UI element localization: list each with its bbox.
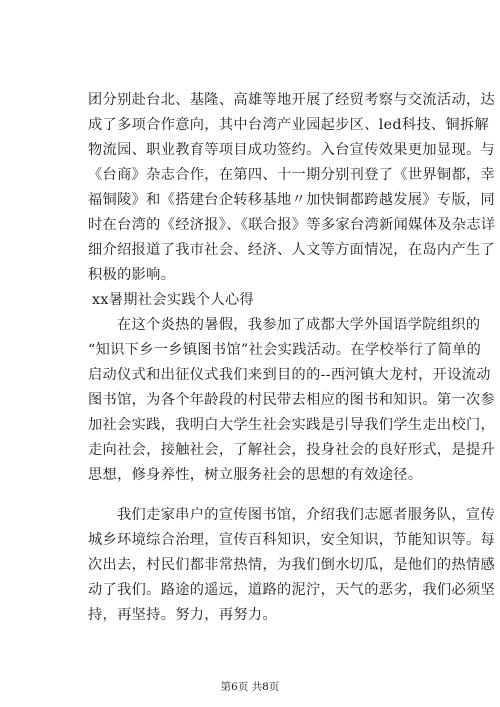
- body-text-line: “知识下乡一乡镇图书馆”社会实践活动。在学校举行了简单的: [88, 342, 482, 358]
- body-text-line: 启动仪式和出征仪式我们来到目的的--西河镇大龙村，开设流动: [88, 367, 491, 383]
- body-text-line: 走向社会，接触社会，了解社会，投身社会的良好形式，是提升: [88, 442, 496, 458]
- page-number-footer: 第6页 共8页: [220, 681, 280, 693]
- body-text-line: 我们走家串户的宣传图书馆，介绍我们志愿者服务队，宣传: [117, 507, 495, 523]
- body-text-line: 细介绍报道了我市社会、经济、人文等方面情况，在岛内产生了: [88, 242, 496, 258]
- section-heading: xx暑期社会实践个人心得: [92, 292, 255, 308]
- body-text-line: 团分别赴台北、基隆、高雄等地开展了经贸考察与交流活动，达: [88, 92, 496, 108]
- body-text-line: 图书馆，为各个年龄段的村民带去相应的图书和知识。第一次参: [88, 392, 496, 408]
- body-text-line: 次出去，村民们都非常热情，为我们倒水切瓜，是他们的热情感: [88, 557, 496, 573]
- body-text-line: 加社会实践，我明白大学生社会实践是引导我们学生走出校门，: [88, 417, 496, 433]
- body-text-line: 在这个炎热的暑假，我参加了成都大学外国语学院组织的: [117, 317, 481, 333]
- body-text-line: 《台商》杂志合作，在第四、十一期分别刊登了《世界铜都，幸: [88, 167, 496, 183]
- body-text-line: 持，再坚持。努力，再努力。: [88, 607, 277, 623]
- body-text-line: 思想，修身养性，树立服务社会的思想的有效途径。: [88, 467, 423, 483]
- body-text-line: 福铜陵》和《搭建台企转移基地〃加快铜都跨越发展》专版，同: [88, 192, 496, 208]
- body-text-line: 时在台湾的《经济报》、《联合报》等多家台湾新闻媒体及杂志详: [88, 217, 496, 233]
- body-text-line: 城乡环境综合治理，宣传百科知识，安全知识，节能知识等。每: [88, 532, 496, 548]
- body-text-line: 成了多项合作意向，其中台湾产业园起步区、led科技、铜拆解: [88, 117, 490, 133]
- body-text-line: 物流园、职业教育等项目成功签约。入台宣传效果更加显现。与: [88, 142, 496, 158]
- body-text-line: 积极的影响。: [88, 267, 176, 283]
- body-text-line: 动了我们。路途的遥远，道路的泥泞，天气的恶劣，我们必须坚: [88, 582, 496, 598]
